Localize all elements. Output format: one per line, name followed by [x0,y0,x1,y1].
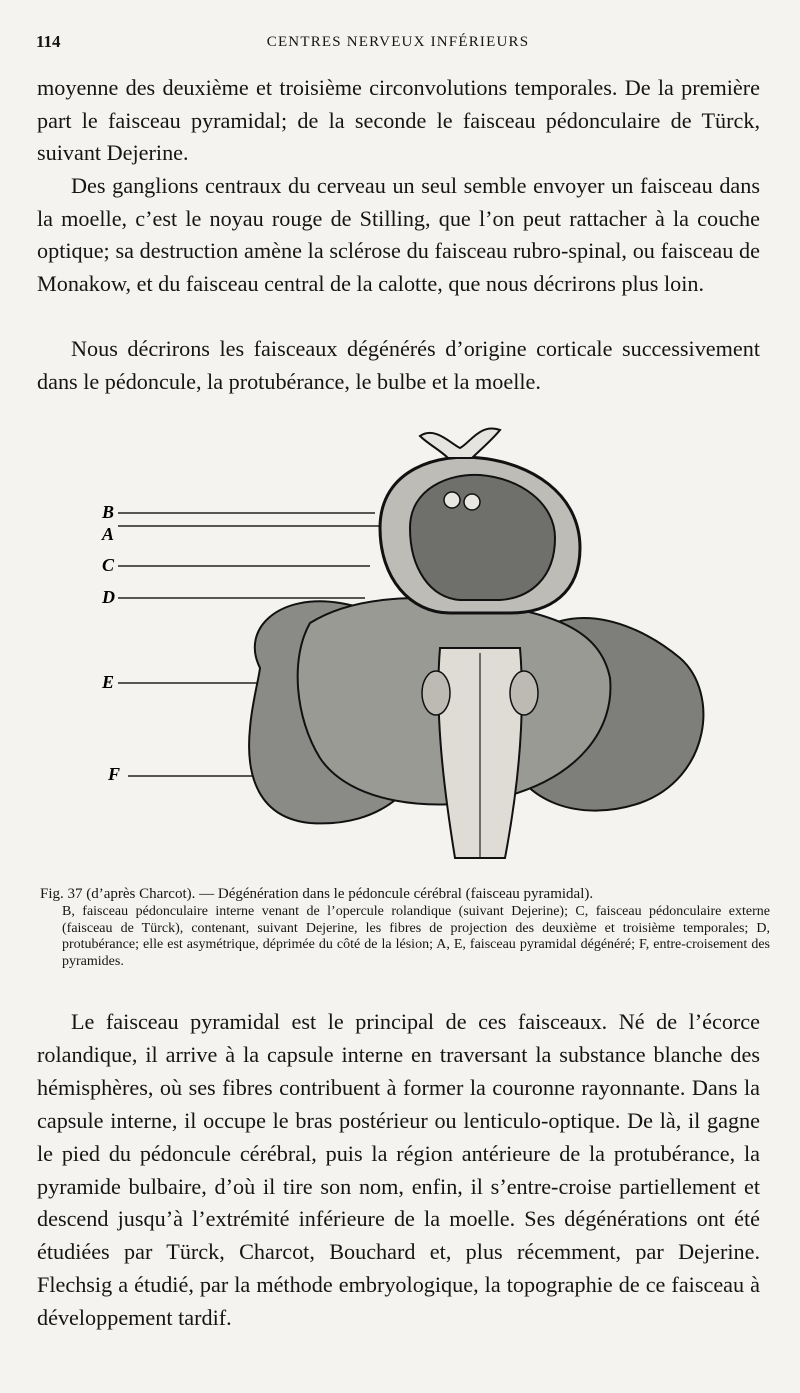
page-header [36,30,760,56]
figure-caption-title: Fig. 37 (d’après Charcot). — Dégénération dans le pédoncule cérébral (faisceau pyramidal). [40,886,594,902]
brainstem-illustration [80,418,720,878]
figure-label-d: D [102,587,115,607]
paragraph-1: moyenne des deuxième et troisième circonvolutions temporales. De la première part le faisceau pyramidal; de la seconde le faisceau pédonculaire de Türck, suivant Dejerine. [37,75,760,166]
figure-label-b: B [102,502,115,522]
figure-label-a: A [102,524,115,544]
optic-chiasm-stub [420,429,500,458]
running-title: CENTRES NERVEUX INFÉRIEURS [266,34,530,50]
red-nucleus-right [464,494,480,510]
figure-label-c: C [102,555,115,575]
paragraph-4: Le faisceau pyramidal est le principal de ces faisceaux. Né de l’écorce rolandique, il arrive à la capsule interne en traversant la substance blanche des hémisphères, où ses fibres contribuent à former la couronne rayonnante. Dans la capsule interne, il occupe le bras postérieur ou lenticulo-optique. De là, il gagne le pied du pédoncule cérébral, puis la région antérieure de la protubérance, la pyramide bulbaire, d’où il tire son nom, enfin, il s’entre-croise partiellement et descend jusqu’à l’extrémité inférieure de la moelle. Ses dégénérations ont été étudiées par Türck, Charcot, Bouchard et, plus récemment, par Dejerine. Flechsig a étudié, par la méthode embryologique, la topographie de ce faisceau à développement tardif. [37,1009,760,1331]
red-nucleus-left [444,492,460,508]
figure-caption [40,886,770,971]
page-number: 114 [36,32,61,51]
paragraph-2: Des ganglions centraux du cerveau un seul semble envoyer un faisceau dans la moelle, c’est le noyau rouge de Stilling, que l’on peut rattacher à la couche optique; sa destruction amène la sclérose du faisceau rubro-spinal, ou faisceau de Monakow, et du faisceau central de la calotte, que nous décrirons plus loin. [37,173,760,296]
olive-left [422,671,450,715]
figure-caption-legend: B, faisceau pédonculaire interne venant de l’opercule rolandique (suivant Dejerine); C, faisceau pédonculaire externe (faisceau de Türck), contenant, suivant Dejerine, les fibres de projection des deuxième et troisième temporales; D, protubérance; elle est asymétrique, déprimée du côté de la lésion; A, E, faisceau pyramidal dégénéré; F, entre-croisement des pyramides. [62,903,770,970]
olive-right [510,671,538,715]
figure-37 [80,418,720,878]
figure-label-e: E [102,672,115,692]
paragraph-3: Nous décrirons les faisceaux dégénérés d’origine corticale successivement dans le pédoncule, la protubérance, le bulbe et la moelle. [37,336,760,394]
figure-label-f: F [108,764,121,784]
